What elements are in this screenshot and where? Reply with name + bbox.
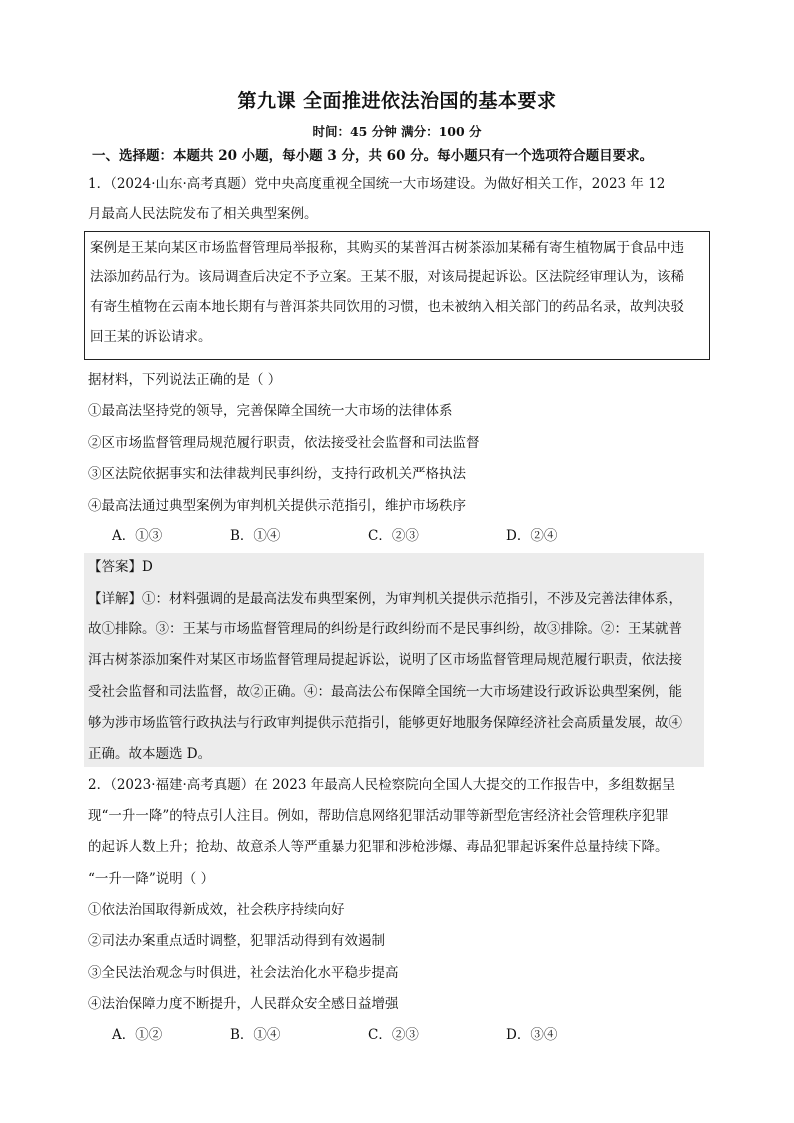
q1-prompt: 据材料，下列说法正确的是（ ）: [88, 372, 282, 388]
q2-stem-line: 现“一升一降”的特点引人注目。例如，帮助信息网络犯罪活动罪等新型危害经济社会管理秩序犯罪: [88, 808, 669, 824]
q2-stem-line: 2．（2023·福建·高考真题）在 2023 年最高人民检察院向全国人大提交的工作报告中，多组数据呈: [88, 777, 676, 793]
q1-explanation-line: 正确。故本题选 D。: [88, 746, 212, 762]
exam-meta: 时间：45 分钟 满分：100 分: [312, 124, 482, 139]
q1-option-a[interactable]: A．①③: [112, 528, 163, 544]
q1-explanation-line: 够为涉市场监管行政执法与行政审判提供示范指引，能够更好地服务保障经济社会高质量发展，故④: [88, 715, 682, 731]
q1-stem-line: 月最高人民法院发布了相关典型案例。: [88, 206, 318, 222]
q1-option-c[interactable]: C．②③: [368, 528, 419, 544]
q1-statement: ③区法院依据事实和法律裁判民事纠纷，支持行政机关严格执法: [88, 466, 466, 482]
q2-statement: ②司法办案重点适时调整，犯罪活动得到有效遏制: [88, 933, 385, 949]
q1-material-line: 回王某的诉讼请求。: [90, 329, 212, 345]
q1-option-d[interactable]: D．②④: [506, 528, 558, 544]
q1-statement: ①最高法坚持党的领导，完善保障全国统一大市场的法律体系: [88, 403, 453, 419]
q1-material-line: 有寄生植物在云南本地长期有与普洱茶共同饮用的习惯，也未被纳入相关部门的药品名录，故判决驳: [90, 299, 684, 315]
q2-option-d[interactable]: D．③④: [506, 1027, 558, 1043]
q2-option-a[interactable]: A．①②: [112, 1027, 163, 1043]
q1-explanation-line: 受社会监督和司法监督，故②正确。④：最高法公布保障全国统一大市场建设行政诉讼典型案例，能: [88, 684, 682, 700]
q1-option-b[interactable]: B．①④: [230, 528, 281, 544]
section-heading: 一、选择题：本题共 20 小题，每小题 3 分，共 60 分。每小题只有一个选项符合题目要求。: [92, 148, 654, 164]
q1-explanation-line: 洱古树茶添加案件对某区市场监督管理局提起诉讼，说明了区市场监督管理局规范履行职责，依法接: [88, 652, 682, 668]
q2-statement: ④法治保障力度不断提升，人民群众安全感日益增强: [88, 996, 399, 1012]
q2-option-b[interactable]: B．①④: [230, 1027, 281, 1043]
page-title: 第九课 全面推进依法治国的基本要求: [237, 90, 557, 112]
q2-statement: ①依法治国取得新成效，社会秩序持续向好: [88, 902, 345, 918]
q2-option-c[interactable]: C．②③: [368, 1027, 419, 1043]
q1-material-line: 案例是王某向某区市场监督管理局举报称，其购买的某普洱古树茶添加某稀有寄生植物属于食品中违: [90, 240, 684, 256]
q1-stem-line: 1．（2024·山东·高考真题）党中央高度重视全国统一大市场建设。为做好相关工作，2023 年 12: [88, 176, 666, 192]
q1-material-line: 法添加药品行为。该局调查后决定不予立案。王某不服，对该局提起诉讼。区法院经审理认为，该稀: [90, 269, 684, 285]
q1-explanation-line: 故①排除。③：王某与市场监督管理局的纠纷是行政纠纷而不是民事纠纷，故③排除。②：王某就普: [88, 621, 682, 637]
q1-explanation-line: 【详解】①：材料强调的是最高法发布典型案例，为审判机关提供示范指引，不涉及完善法律体系，: [88, 591, 682, 607]
q1-statement: ④最高法通过典型案例为审判机关提供示范指引，维护市场秩序: [88, 498, 466, 514]
q2-statement: ③全民法治观念与时俱进，社会法治化水平稳步提高: [88, 965, 399, 981]
q2-prompt: “一升一降”说明（ ）: [88, 871, 215, 887]
q2-stem-line: 的起诉人数上升；抢劫、故意杀人等严重暴力犯罪和涉枪涉爆、毒品犯罪起诉案件总量持续下降。: [88, 839, 669, 855]
q1-statement: ②区市场监督管理局规范履行职责，依法接受社会监督和司法监督: [88, 435, 480, 451]
q1-answer: 【答案】D: [88, 559, 153, 575]
